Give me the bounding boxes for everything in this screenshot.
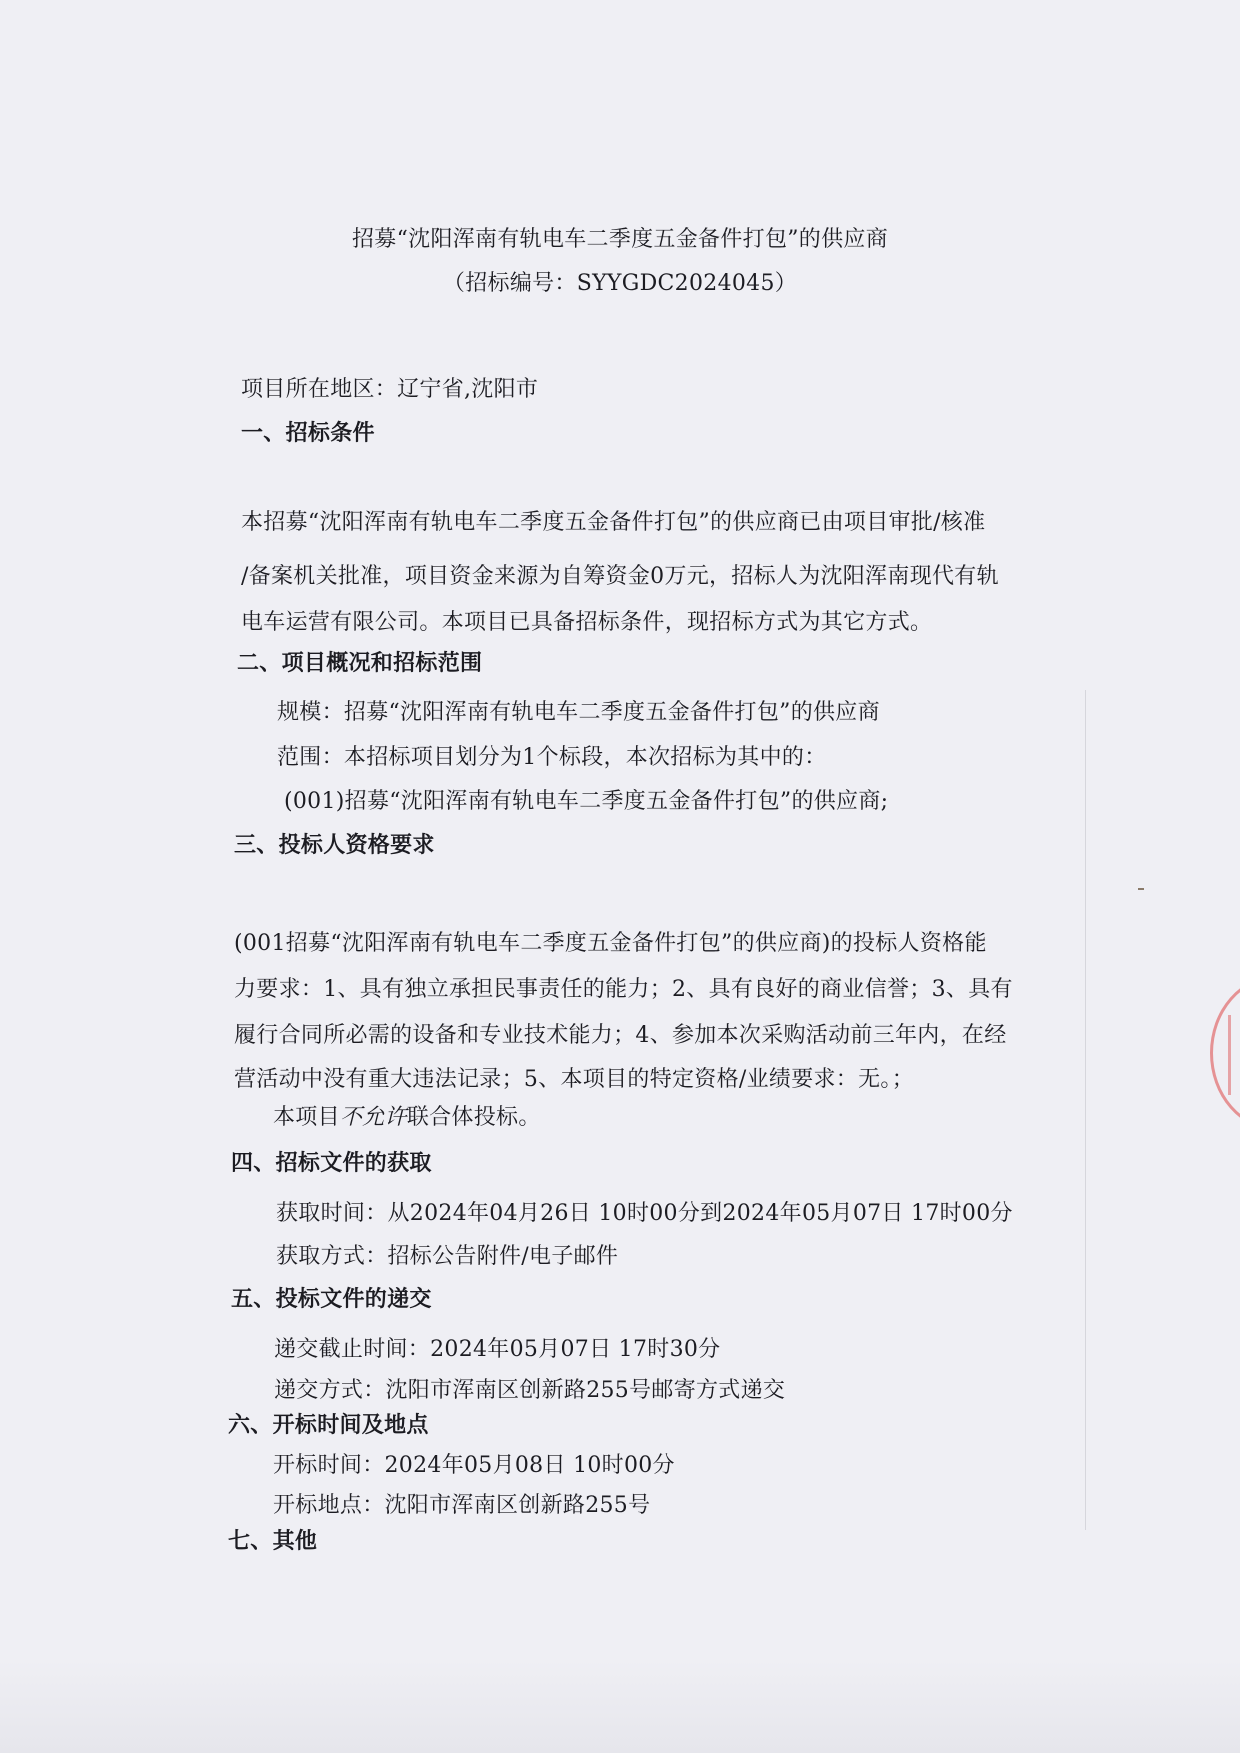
section-4-method: 获取方式：招标公告附件/电子邮件	[276, 1244, 619, 1269]
section-3-line-3: 履行合同所必需的设备和专业技术能力；4、参加本次采购活动前三年内，在经	[234, 1023, 1007, 1048]
section-7-heading: 七、其他	[228, 1528, 318, 1554]
section-3-line-4: 营活动中没有重大违法记录；5、本项目的特定资格/业绩要求：无。；	[234, 1067, 915, 1092]
scan-fold-line	[1085, 690, 1086, 1530]
section-2-lot: (001)招募“沈阳浑南有轨电车二季度五金备件打包”的供应商;	[284, 789, 889, 814]
consortium-suffix: 联合体投标。	[406, 1105, 541, 1130]
bid-number: （招标编号：SYYGDC2024045）	[442, 271, 798, 296]
consortium-note	[273, 1104, 541, 1132]
section-1-heading: 一、招标条件	[241, 420, 375, 446]
section-4-heading: 四、招标文件的获取	[231, 1150, 432, 1176]
section-2-heading: 二、项目概况和招标范围	[237, 650, 483, 676]
section-5-method: 递交方式：沈阳市浑南区创新路255号邮寄方式递交	[274, 1378, 786, 1403]
section-4-time: 获取时间：从2024年04月26日 10时00分到2024年05月07日 17时00分	[276, 1201, 1013, 1226]
section-6-place: 开标地点：沈阳市浑南区创新路255号	[273, 1493, 651, 1518]
consortium-prefix: 本项目	[273, 1105, 340, 1130]
scan-bottom-shade	[0, 1660, 1240, 1753]
section-5-deadline: 递交截止时间：2024年05月07日 17时30分	[274, 1337, 721, 1362]
section-1-line-3: 电车运营有限公司。本项目已具备招标条件，现招标方式为其它方式。	[241, 610, 933, 635]
scan-speck	[1138, 888, 1144, 890]
section-3-heading: 三、投标人资格要求	[234, 832, 435, 858]
section-3-line-2: 力要求：1、具有独立承担民事责任的能力；2、具有良好的商业信誉；3、具有	[234, 977, 1013, 1002]
section-6-time: 开标时间：2024年05月08日 10时00分	[273, 1453, 675, 1478]
project-region: 项目所在地区：辽宁省,沈阳市	[241, 377, 539, 402]
section-2-scope: 范围：本招标项目划分为1个标段，本次招标为其中的：	[277, 745, 827, 770]
section-6-heading: 六、开标时间及地点	[228, 1412, 429, 1438]
document-title: 招募“沈阳浑南有轨电车二季度五金备件打包”的供应商	[352, 227, 888, 252]
section-1-line-1: 本招募“沈阳浑南有轨电车二季度五金备件打包”的供应商已由项目审批/核准	[241, 510, 986, 535]
section-1-line-2: /备案机关批准，项目资金来源为自筹资金0万元，招标人为沈阳浑南现代有轨	[241, 564, 999, 589]
section-2-scale: 规模：招募“沈阳浑南有轨电车二季度五金备件打包”的供应商	[277, 700, 880, 725]
consortium-italic: 不允许	[339, 1105, 407, 1130]
section-3-line-1: (001招募“沈阳浑南有轨电车二季度五金备件打包”的供应商)的投标人资格能	[234, 931, 987, 956]
red-seal-mark	[1228, 1015, 1240, 1095]
section-5-heading: 五、投标文件的递交	[231, 1286, 432, 1312]
